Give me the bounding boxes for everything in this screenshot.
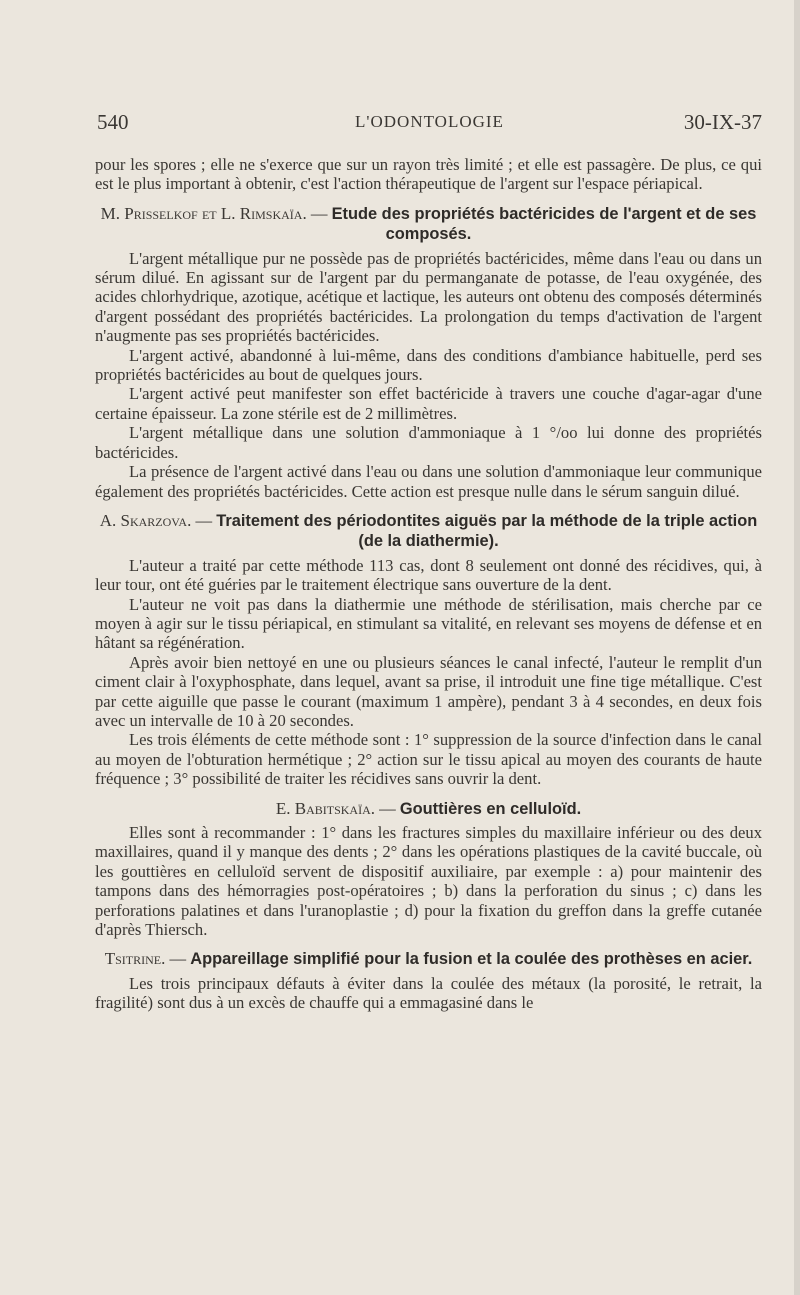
section-authors: E. Babitskaïa. bbox=[275, 798, 375, 818]
section-prisselkof bbox=[95, 204, 762, 501]
section-heading: A. Skarzova. — Traitement des périodontites aiguës par la méthode de la triple action (de la diathermie). bbox=[99, 510, 758, 551]
section-title: Gouttières en celluloïd. bbox=[399, 799, 582, 818]
issue-date: 30-IX-37 bbox=[683, 110, 762, 134]
paragraph: Les trois éléments de cette méthode sont : 1° suppression de la source d'infection dans le canal au moyen de l'obturation hermétique ; 2° action sur le tissu apical au moyen des courants de haute fréquence ; 3° possibilité de traiter les récidives sans ouvrir la dent. bbox=[95, 730, 762, 789]
paragraph: L'argent métallique dans une solution d'ammoniaque à 1 °/oo lui donne des propriétés bactéricides. bbox=[95, 423, 762, 462]
paragraph: L'argent activé, abandonné à lui-même, dans des conditions d'ambiance habituelle, perd ses propriétés bactéricides au bout de quelques jours. bbox=[95, 345, 762, 385]
section-authors: Tsitrine. bbox=[104, 949, 166, 969]
paragraph: Après avoir bien nettoyé en une ou plusieurs séances le canal infecté, l'auteur le remplit d'un ciment clair à l'oxyphosphate, dans lequel, avant sa prise, il introduit une fine tige métallique. C'est par cette aiguille que passe le courant (maximum 1 ampère), pendant 3 à 4 secondes, en deux fois avec un intervalle de 10 à 20 secondes. bbox=[95, 652, 762, 730]
section-babitskaia bbox=[95, 799, 762, 940]
page-number: 540 bbox=[97, 110, 129, 134]
journal-title: L'ODONTOLOGIE bbox=[355, 112, 504, 131]
paragraph: La présence de l'argent activé dans l'eau ou dans une solution d'ammoniaque leur communique également des propriétés bactéricides. Cette action est presque nulle dans le sérum sanguin dilué. bbox=[95, 462, 762, 501]
running-header bbox=[97, 108, 762, 138]
section-heading: M. Prisselkof et L. Rimskaïa. — Etude des propriétés bactéricides de l'argent et de ses composés. bbox=[100, 203, 757, 244]
paragraph: Elles sont à recommander : 1° dans les fractures simples du maxillaire inférieur ou des deux maxillaires, quand il y manque des dents ; 2° dans les opérations plastiques de la cavité buccale, où les gouttières en celluloïd servent de dispositif auxiliaire, par exemple : a) pour maintenir des tampons dans des hémorragies post-opératoires ; b) dans la perforation du sinus ; c) dans les perforations palatines et dans l'uranoplastie ; d) pour la fixation du greffon dans la greffe cutanée d'après Thiersch. bbox=[95, 823, 762, 940]
paragraph: Les trois principaux défauts à éviter dans la coulée des métaux (la porosité, le retrait, la fragilité) sont dus à un excès de chauffe qui a emmagasiné dans le bbox=[95, 973, 762, 1013]
paragraph: L'argent activé peut manifester son effet bactéricide à travers une couche d'agar-agar d'une certaine épaisseur. La zone stérile est de 2 millimètres. bbox=[95, 384, 762, 423]
article-body bbox=[95, 155, 762, 1013]
paragraph: L'argent métallique pur ne possède pas de propriétés bactéricides, même dans l'eau ou dans un sérum dilué. En agissant sur de l'argent par du permanganate de potasse, de l'eau oxygénée, des acides chlorhydrique, azotique, acétique et lactique, les auteurs ont obtenu des composés déterminés d'argent possédant des propriétés bactéricides. La prolongation du temps d'activation de l'argent n'augmente pas ses propriétés bactéricides. bbox=[95, 248, 762, 346]
section-authors: A. Skarzova. bbox=[99, 510, 192, 530]
section-skarzova bbox=[95, 511, 762, 789]
paragraph: L'auteur ne voit pas dans la diathermie une méthode de stérilisation, mais cherche par ce moyen à agir sur le tissu périapical, en stimulant sa vitalité, en relevant ses moyens de défense et en hâtant sa régénération. bbox=[95, 594, 762, 653]
section-authors: M. Prisselkof et L. Rimskaïa. bbox=[100, 203, 307, 223]
section-heading: E. Babitskaïa. — Gouttières en celluloïd. bbox=[275, 798, 582, 818]
page-edge bbox=[794, 0, 800, 1295]
section-title: Appareillage simplifié pour la fusion et la coulée des prothèses en acier. bbox=[190, 950, 753, 969]
paragraph: L'auteur a traité par cette méthode 113 cas, dont 8 seulement ont donné des récidives, qui, à leur tour, ont été guéries par le traitement électrique sans ouverture de la dent. bbox=[95, 555, 762, 595]
intro-paragraph: pour les spores ; elle ne s'exerce que sur un rayon très limité ; et elle est passagère. De plus, ce qui est le plus important à obtenir, c'est l'action thérapeutique de l'argent sur l'espace périapical. bbox=[95, 155, 762, 194]
section-heading: Tsitrine. — Appareillage simplifié pour la fusion et la coulée des prothèses en acier. bbox=[104, 949, 753, 969]
section-tsitrine bbox=[95, 949, 762, 1012]
section-title: Etude des propriétés bactéricides de l'argent et de ses composés. bbox=[331, 204, 757, 244]
section-title: Traitement des périodontites aiguës par la méthode de la triple action (de la diathermie). bbox=[216, 511, 758, 551]
